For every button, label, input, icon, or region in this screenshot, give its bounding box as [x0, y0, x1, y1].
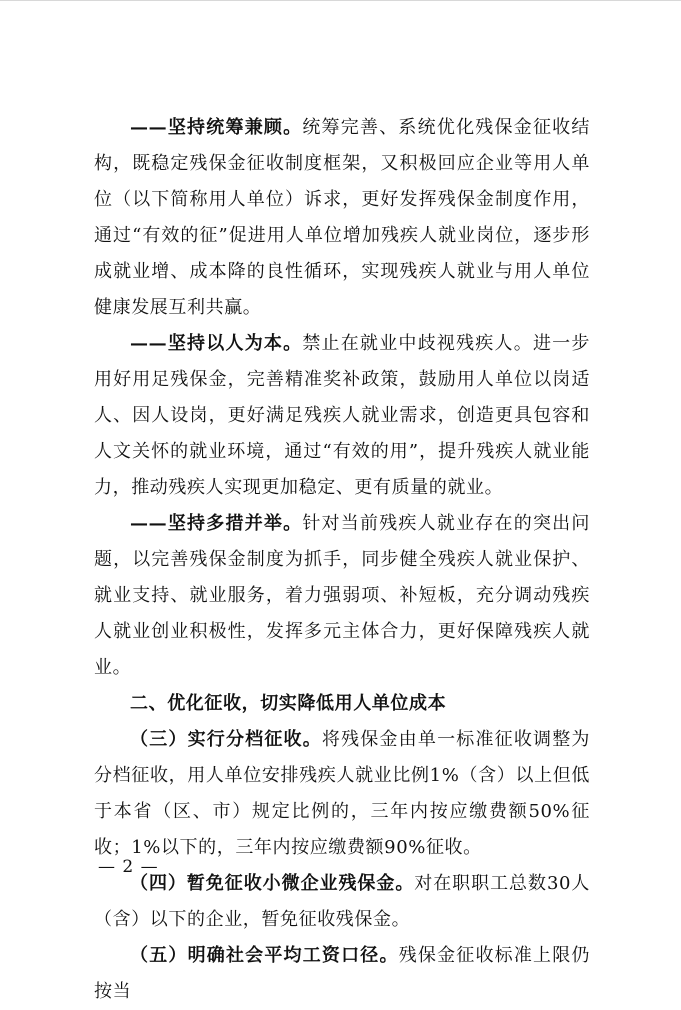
item-body: 残保金征收标准上限仍按当 [94, 945, 591, 1002]
paragraph-coordination [94, 110, 590, 326]
document-page [94, 110, 590, 1010]
item-body: 将残保金由单一标准征收调整为分档征收，用人单位安排残疾人就业比例1%（含）以上但低于本省（区、市）规定比例的，三年内按应缴费额50%征收；1%以下的，三年内按应缴费额90%征收。 [94, 729, 591, 858]
page-number: — 2 — [98, 857, 159, 877]
item-average-wage-standard [94, 938, 590, 1010]
page-top-border [0, 0, 681, 1]
paragraph-people-oriented [94, 326, 590, 506]
item-small-enterprise-exemption [94, 866, 590, 938]
item-body: 对在职职工总数30人（含）以下的企业，暂免征收残保金。 [94, 873, 590, 930]
paragraph-body: 统筹完善、系统优化残保金征收结构，既稳定残保金征收制度框架，又积极回应企业等用人单位（以下简称用人单位）诉求，更好发挥残保金制度作用，通过“有效的征”促进用人单位增加残疾人就业岗位，逐步形成就业增、成本降的良性循环，实现残疾人就业与用人单位健康发展互利共赢。 [94, 117, 590, 318]
paragraph-lead: ——坚持统筹兼顾。 [130, 117, 303, 138]
item-lead: （五）明确社会平均工资口径。 [130, 945, 399, 966]
paragraph-body: 禁止在就业中歧视残疾人。进一步用好用足残保金，完善精准奖补政策，鼓励用人单位以岗适人、因人设岗，更好满足残疾人就业需求，创造更具包容和人文关怀的就业环境，通过“有效的用”，提升残疾人就业能力，推动残疾人实现更加稳定、更有质量的就业。 [94, 333, 590, 498]
paragraph-body: 针对当前残疾人就业存在的突出问题，以完善残保金制度为抓手，同步健全残疾人就业保护、就业支持、就业服务，着力强弱项、补短板，充分调动残疾人就业创业积极性，发挥多元主体合力，更好保障残疾人就业。 [94, 513, 590, 678]
item-lead: （四）暂免征收小微企业残保金。 [130, 873, 415, 894]
item-lead: （三）实行分档征收。 [130, 729, 322, 750]
paragraph-lead: ——坚持以人为本。 [130, 333, 303, 354]
item-tiered-collection [94, 722, 590, 866]
paragraph-multiple-measures [94, 506, 590, 686]
section-heading: 二、优化征收，切实降低用人单位成本 [130, 693, 447, 714]
paragraph-lead: ——坚持多措并举。 [130, 513, 303, 534]
